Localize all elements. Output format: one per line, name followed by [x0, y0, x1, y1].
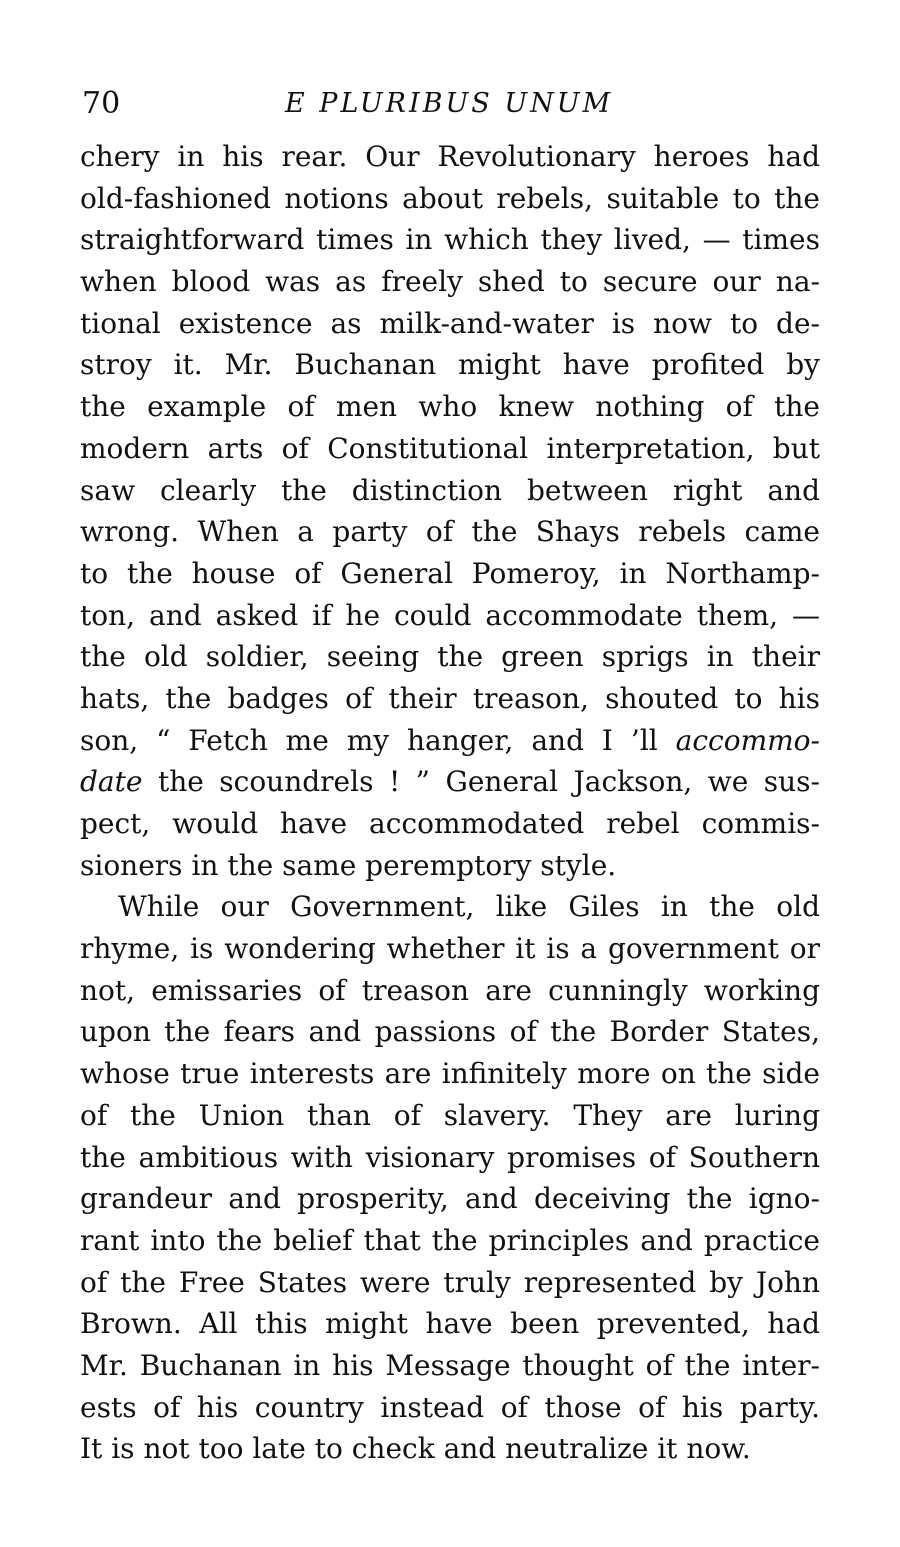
text-line: grandeur and prosperity, and deceiving the igno- [80, 1182, 820, 1216]
italic-text: date [80, 765, 143, 799]
text-line: the example of men who knew nothing of the [80, 390, 820, 424]
text-line: not, emissaries of treason are cunningly working [80, 973, 820, 1007]
text-line: tional existence as milk-and-water is now to de- [80, 306, 820, 340]
running-header [80, 78, 820, 128]
paragraph-2 [80, 886, 820, 1470]
paragraph-1 [80, 136, 820, 886]
text-line: rhyme, is wondering whether it is a government or [80, 932, 820, 966]
text-line: straightforward times in which they lived, — times [80, 223, 820, 257]
text-line: ton, and asked if he could accommodate them, — [80, 598, 820, 632]
text-line: It is not too late to check and neutralize it now. [80, 1432, 751, 1466]
text-line: son, “ Fetch me my hanger, and I ’ll accommo- [80, 723, 820, 757]
text-line: saw clearly the distinction between right and [80, 473, 820, 507]
page-number: 70 [82, 86, 121, 121]
text-line: the old soldier, seeing the green sprigs in their [80, 640, 820, 674]
text-line: stroy it. Mr. Buchanan might have profited by [80, 348, 820, 382]
text-line: While our Government, like Giles in the old [118, 890, 820, 924]
italic-text: accommo- [675, 723, 820, 757]
text-line: chery in his rear. Our Revolutionary heroes had [80, 140, 820, 173]
text-line: ests of his country instead of those of his party. [80, 1390, 820, 1424]
text-line: the ambitious with visionary promises of Southern [80, 1140, 820, 1174]
text-line: pect, would have accommodated rebel commis- [80, 807, 820, 840]
text-line: wrong. When a party of the Shays rebels came [80, 515, 820, 549]
text-line: of the Union than of slavery. They are luring [80, 1098, 820, 1132]
text-line: modern arts of Constitutional interpretation, but [80, 431, 820, 465]
text-line: of the Free States were truly represented by John [80, 1265, 820, 1299]
text-line: old-fashioned notions about rebels, suitable to the [80, 181, 820, 215]
text-line: Mr. Buchanan in his Message thought of the inter- [80, 1348, 820, 1382]
text-line: rant into the belief that the principles and practice [80, 1223, 820, 1257]
text-line: upon the fears and passions of the Border States, [80, 1015, 820, 1049]
text-line: Brown. All this might have been prevented, had [80, 1307, 820, 1341]
text-line: whose true interests are infinitely more on the side [80, 1057, 820, 1091]
text-line: hats, the badges of their treason, shouted to his [80, 681, 820, 715]
text-line: to the house of General Pomeroy, in Northamp- [80, 556, 820, 590]
text-line: sioners in the same peremptory style. [80, 848, 617, 882]
text-line: when blood was as freely shed to secure our na- [80, 265, 820, 299]
text-line: date the scoundrels ! ” General Jackson, we sus- [80, 765, 820, 799]
running-title: E PLURIBUS UNUM [285, 88, 614, 119]
body-text [80, 136, 820, 1470]
